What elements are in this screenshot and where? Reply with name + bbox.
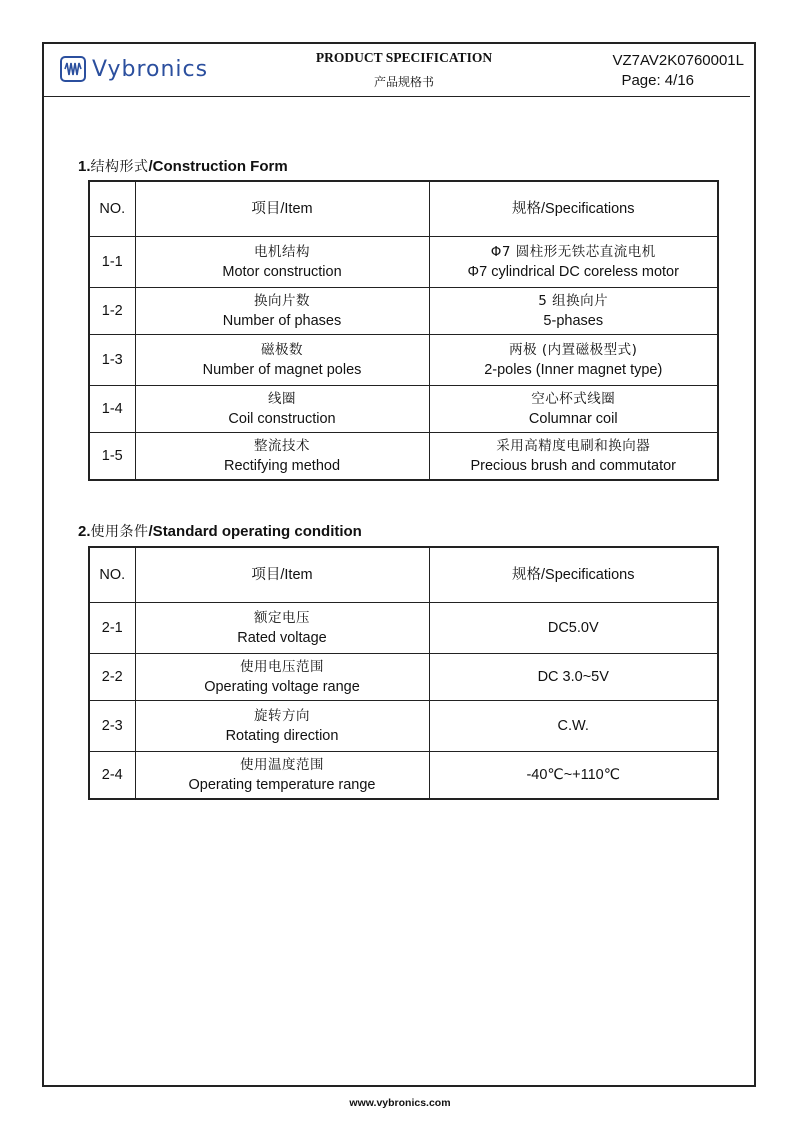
row-spec: C.W. [429, 701, 718, 752]
header-no: NO. [89, 547, 135, 603]
item-cn: 整流技术 [254, 437, 310, 454]
page-header [44, 44, 754, 96]
header-item: 项目/Item [135, 181, 429, 237]
row-spec: DC 3.0~5V [429, 654, 718, 701]
item-en: Rectifying method [223, 457, 341, 474]
item-cn: 使用温度范围 [240, 756, 324, 773]
table-row [89, 237, 718, 288]
row-spec [429, 237, 718, 288]
row-spec [429, 288, 718, 335]
section-1-title-en: /Construction Form [148, 158, 288, 175]
table-row [89, 288, 718, 335]
row-spec: DC5.0V [429, 603, 718, 654]
row-no: 1-4 [89, 386, 135, 433]
table-row [89, 701, 718, 752]
header-divider [44, 96, 750, 97]
header-spec: 规格/Specifications [429, 181, 718, 237]
item-cn: 电机结构 [254, 244, 310, 260]
item-cn: 旋转方向 [254, 708, 310, 724]
spec-cn: 5 组换向片 [538, 293, 609, 309]
operating-condition-table [88, 546, 719, 800]
item-en: Operating voltage range [204, 679, 360, 695]
construction-form-table [88, 180, 719, 481]
section-1-title-cn: 结构形式 [90, 159, 149, 175]
table-header-row [89, 547, 718, 603]
header-spec: 规格/Specifications [429, 547, 718, 603]
spec-en: 2-poles (Inner magnet type) [484, 362, 663, 378]
table-row [89, 335, 718, 386]
section-2-title-cn: 使用条件 [90, 524, 149, 540]
page-number: Page: 4/16 [621, 72, 694, 89]
spec-en: Columnar coil [528, 411, 618, 427]
item-en: Rotating direction [225, 728, 339, 744]
row-item [135, 752, 429, 799]
spec-cn: 采用高精度电刷和换向器 [496, 437, 651, 454]
section-1-number: 1. [78, 158, 91, 175]
row-item [135, 433, 429, 480]
item-cn: 额定电压 [254, 610, 310, 626]
table-row [89, 654, 718, 701]
row-no: 2-1 [89, 603, 135, 654]
spec-en: 5-phases [543, 313, 604, 329]
row-no: 1-5 [89, 433, 135, 480]
section-2-title [78, 521, 362, 541]
row-no: 1-3 [89, 335, 135, 386]
brand-logo [60, 56, 208, 82]
document-title: PRODUCT SPECIFICATION [315, 50, 493, 65]
item-cn: 换向片数 [254, 293, 310, 309]
table-header-row [89, 181, 718, 237]
spec-cn: 两极 (内置磁极型式) [509, 342, 638, 358]
item-cn: 使用电压范围 [240, 659, 324, 675]
table-row [89, 603, 718, 654]
header-item: 项目/Item [135, 547, 429, 603]
row-item [135, 288, 429, 335]
row-item [135, 603, 429, 654]
item-en: Number of phases [222, 313, 342, 329]
item-cn: 磁极数 [261, 342, 303, 358]
row-item [135, 335, 429, 386]
page-frame [42, 42, 756, 1087]
row-spec [429, 335, 718, 386]
item-en: Motor construction [222, 264, 342, 280]
row-item [135, 654, 429, 701]
item-en: Rated voltage [237, 630, 327, 646]
document-subtitle: 产品规格书 [373, 75, 434, 89]
row-no: 1-2 [89, 288, 135, 335]
row-spec: -40℃~+110℃ [429, 752, 718, 799]
table-row [89, 752, 718, 799]
item-en: Operating temperature range [188, 776, 376, 793]
header-no: NO. [89, 181, 135, 237]
section-1-title [78, 156, 288, 176]
document-code: VZ7AV2K0760001L [612, 52, 744, 69]
spec-cn: Φ7 圆柱形无铁芯直流电机 [490, 244, 656, 260]
table-row [89, 386, 718, 433]
section-2-number: 2. [78, 523, 91, 540]
item-en: Number of magnet poles [202, 362, 362, 378]
spec-en: Precious brush and commutator [470, 457, 676, 474]
row-item [135, 386, 429, 433]
row-spec [429, 386, 718, 433]
item-cn: 线圈 [268, 391, 296, 407]
row-no: 2-4 [89, 752, 135, 799]
row-no: 2-2 [89, 654, 135, 701]
footer-url: www.vybronics.com [349, 1097, 451, 1109]
vybronics-logo-icon [60, 56, 86, 82]
row-spec [429, 433, 718, 480]
spec-en: Φ7 cylindrical DC coreless motor [467, 264, 679, 280]
row-item [135, 701, 429, 752]
item-en: Coil construction [228, 411, 336, 427]
row-item [135, 237, 429, 288]
section-2-title-en: /Standard operating condition [148, 523, 362, 540]
row-no: 1-1 [89, 237, 135, 288]
table-row [89, 433, 718, 480]
row-no: 2-3 [89, 701, 135, 752]
brand-name: Vybronics [92, 56, 209, 82]
spec-cn: 空心杯式线圈 [531, 391, 616, 407]
